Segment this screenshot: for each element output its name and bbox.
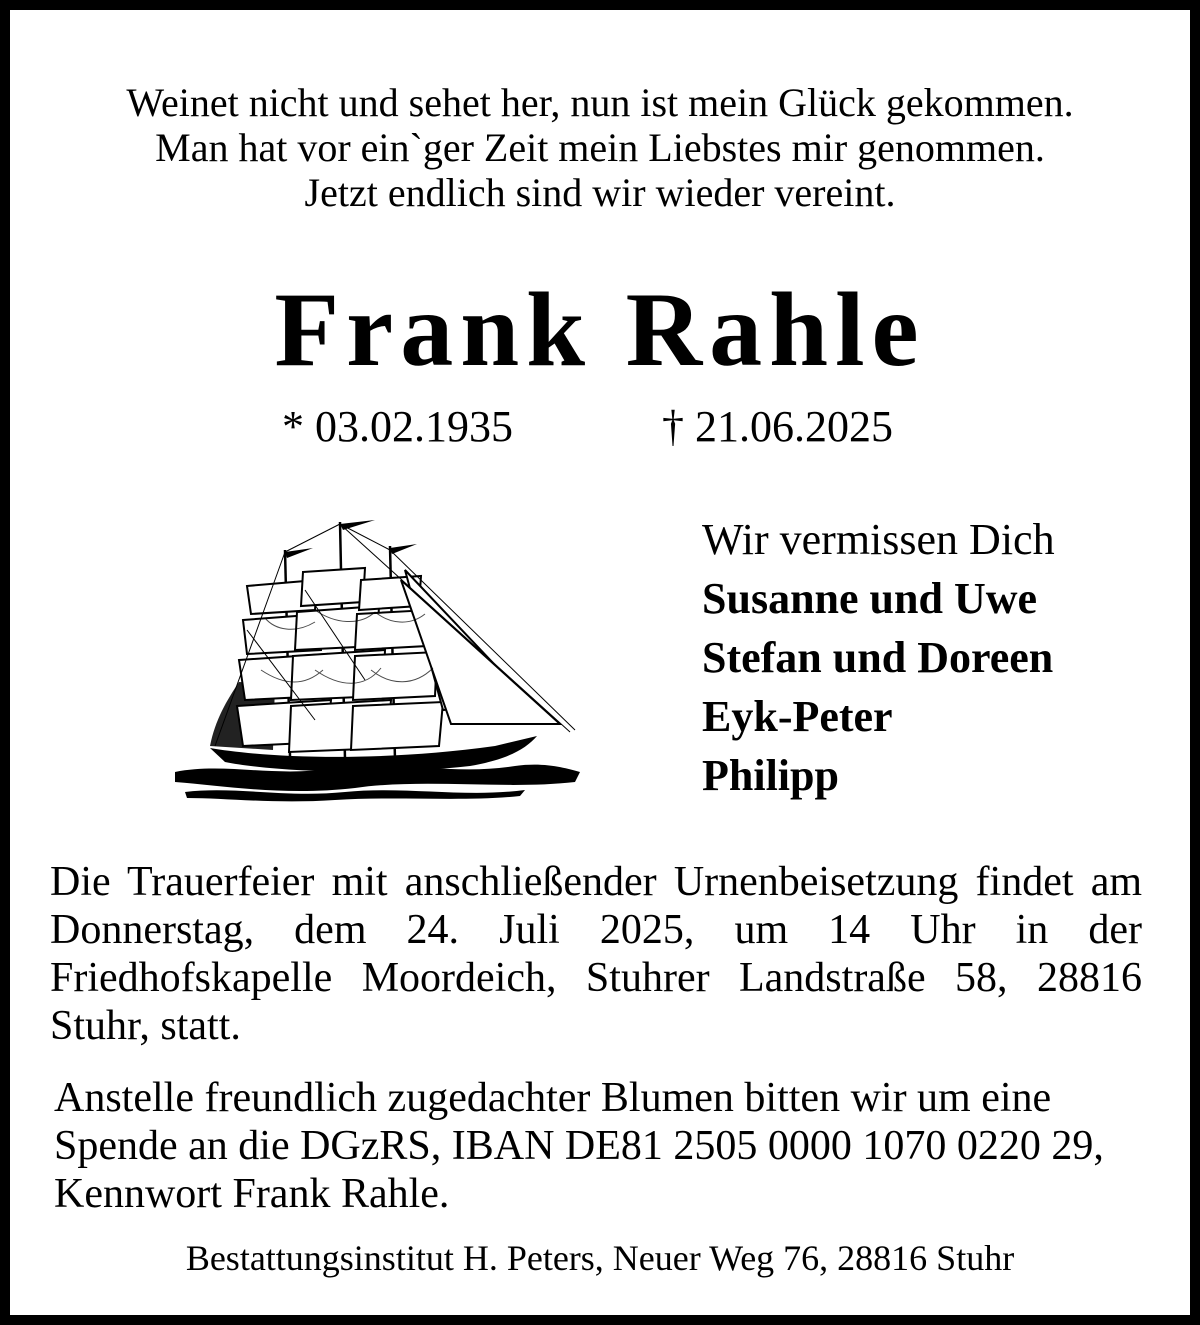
mourner-name: Stefan und Doreen bbox=[702, 633, 1054, 682]
verse-line-3: Jetzt endlich sind wir wieder vereint. bbox=[304, 170, 896, 215]
verse-line-2: Man hat vor ein`ger Zeit mein Liebstes mir genommen. bbox=[155, 125, 1045, 170]
mourners-intro: Wir vermissen Dich bbox=[702, 515, 1055, 564]
donation-line-1: Anstelle freundlich zugedachter Blumen bitten wir um eine bbox=[54, 1075, 1052, 1121]
mourner-name: Susanne und Uwe bbox=[702, 574, 1038, 623]
deceased-name: Frank Rahle bbox=[274, 271, 926, 388]
birth-date: * 03.02.1935 bbox=[282, 402, 513, 451]
sailing-ship-icon bbox=[165, 510, 585, 810]
donation-line-3: Kennwort Frank Rahle. bbox=[54, 1171, 450, 1217]
donation-line-2: Spende an die DGzRS, IBAN DE81 2505 0000 1070 0220 29, bbox=[54, 1123, 1104, 1169]
funeral-home-info: Bestattungsinstitut H. Peters, Neuer Weg 76, 28816 Stuhr bbox=[185, 1238, 1015, 1278]
mourner-name: Eyk-Peter bbox=[702, 692, 893, 741]
mourners-list bbox=[702, 510, 1055, 805]
mourner-name: Philipp bbox=[702, 751, 839, 800]
memorial-verse bbox=[10, 80, 1190, 215]
ceremony-info: Die Trauerfeier mit anschließender Urnenbeisetzung findet am Donnerstag, dem 24. Juli 2025, um 14 Uhr in der Friedhofskapelle Moordeich, Stuhrer Landstraße 58, 28816 Stuhr, statt. bbox=[50, 859, 1142, 1049]
donation-info bbox=[54, 1074, 1146, 1218]
death-date: † 21.06.2025 bbox=[662, 402, 893, 451]
verse-line-1: Weinet nicht und sehet her, nun ist mein Glück gekommen. bbox=[126, 80, 1074, 125]
